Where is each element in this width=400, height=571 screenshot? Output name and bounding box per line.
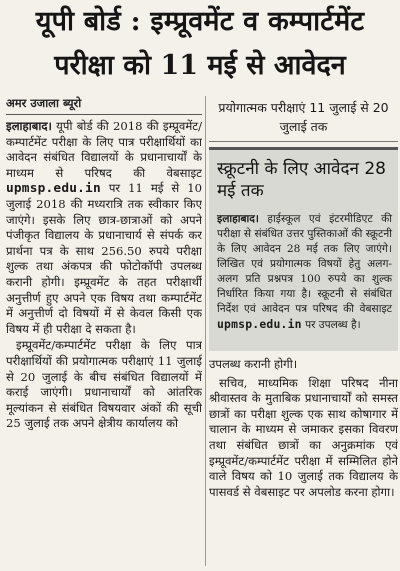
box-text: हाईस्कूल एवं इंटरमीडिएट की परीक्षा से संबंधित उत्तर पुस्तिकाओं की स्क्रूटनी के लिए आवेदन 28 मई तक लिए जाएंगे। लिखित एवं प्रयोगात्मक विषयों हेतु अलग-अलग प्रति प्रश्नपत्र 100 रुपये का शुल्क निर्धारित किया गया है। स्क्रूटनी से संबंधित निर्देश एवं आवेदन पत्र परिषद की वेबसाइट	[217, 213, 392, 315]
byline: अमर उजाला ब्यूरो	[6, 96, 82, 110]
article-paragraph-1	[6, 119, 202, 337]
right-column-article	[209, 357, 398, 569]
paragraph-text: पर 11 मई से 10 जुलाई 2018 की मध्यरात्रि तक स्वीकार किए जाएंगे। इसके लिए छात्र-छात्राओं को अपने पंजीकृत विद्यालय के प्रधानाचार्य से संपर्क कर प्रार्थना पत्र के साथ 256.50 रुपये परीक्षा शुल्क तथा अंकपत्र की फोटोकॉपी उपलब्ध करानी होगी। इम्प्रूवमेंट के तहत परीक्षार्थी अनुत्तीर्ण हुए अपने एक विषय तथा कम्पार्टमेंट में अनुत्तीर्ण दो विषयों में से केवल किसी एक विषय में ही परीक्षा दे सकता है।	[6, 181, 202, 336]
box-dateline: इलाहाबाद।	[217, 213, 259, 225]
headline-line-1: यूपी बोर्ड : इम्प्रूवमेंट व कम्पार्टमेंट	[35, 6, 365, 37]
scrutiny-box-body	[217, 212, 392, 333]
scrutiny-box-heading: स्क्रूटनी के लिए आवेदन 28 मई तक	[217, 159, 386, 201]
left-column-article	[6, 119, 202, 569]
paragraph-text: यूपी बोर्ड की 2018 की इम्प्रूवमेंट/कम्पार्टमेंट परीक्षा के लिए पात्र परीक्षार्थियों का आवेदन संबंधित विद्यालयों के प्रधानाचार्यों के माध्यम से परिषद की वेबसाइट	[6, 119, 202, 180]
headline	[0, 0, 400, 92]
website-url: upmsp.edu.in	[6, 181, 101, 197]
byline-divider	[6, 114, 202, 115]
box-website-url: upmsp.edu.in	[217, 317, 302, 331]
secretary-paragraph: सचिव, माध्यमिक शिक्षा परिषद नीना श्रीवास्तव के मुताबिक प्रधानाचार्यों को समस्त छात्रों का परीक्षा शुल्क एक साथ कोषागार में चालान के माध्यम से जमाकर इसका विवरण तथा संबंधित छात्रों का अनुक्रमांक एवं इम्प्रूवमेंट/कम्पार्टमेंट परीक्षा में सम्मिलित होने वाले विषय को 10 जुलाई तक विद्यालय के पासवर्ड से वेबसाइट पर अपलोड करना होगा।	[209, 375, 398, 499]
article-paragraph-2: इम्प्रूवमेंट/कम्पार्टमेंट परीक्षा के लिए पात्र परीक्षार्थियों की प्रयोगात्मक परीक्षाएं 11 जुलाई से 20 जुलाई के बीच संबंधित विद्यालयों में कराई जाएंगी। प्रधानाचार्यों को आंतरिक मूल्यांकन से संबंधित विषयवार अंकों की सूची 25 जुलाई तक अपने क्षेत्रीय कार्यालय को	[6, 338, 202, 431]
continuation-paragraph: उपलब्ध करानी होगी।	[209, 357, 298, 371]
side-headline-divider	[209, 141, 398, 142]
scrutiny-box	[209, 147, 398, 351]
column-divider	[205, 96, 206, 566]
dateline: इलाहाबाद।	[6, 119, 52, 133]
headline-line-2: परीक्षा को 11 मई से आवेदन	[54, 50, 346, 81]
box-text: पर उपलब्ध है।	[301, 319, 361, 331]
side-headline: प्रयोगात्मक परीक्षाएं 11 जुलाई से 20 जुलाई तक	[218, 100, 389, 134]
